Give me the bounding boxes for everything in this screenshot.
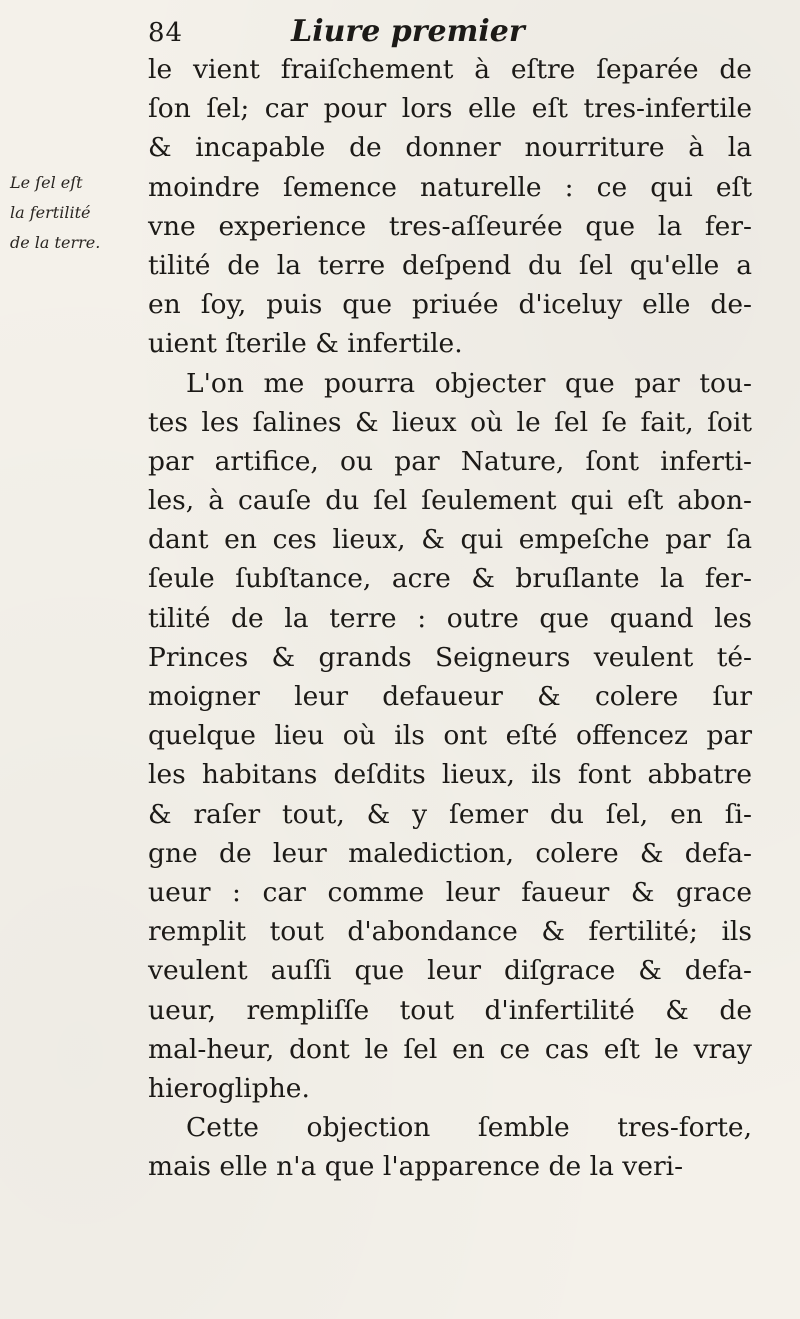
text-line: ſon ſel; car pour lors elle eſt tres-infertile bbox=[148, 93, 752, 125]
text-line: ſeule ſubſtance, acre & bruſlante la fer- bbox=[148, 563, 752, 595]
text-line: mal-heur, dont le ſel en ce cas eſt le vray bbox=[148, 1033, 752, 1065]
body-text bbox=[148, 50, 752, 1186]
marginal-note-line: de la terre. bbox=[10, 233, 101, 252]
text-line: vne experience tres-aſſeurée que la fer- bbox=[148, 210, 752, 242]
text-line: gne de leur malediction, colere & defa- bbox=[148, 837, 752, 869]
text-line: hierogliphe. bbox=[148, 1072, 310, 1104]
page-number: 84 bbox=[148, 18, 184, 48]
text-line: tes les ſalines & lieux où le ſel ſe fait, ſoit bbox=[148, 406, 752, 438]
text-line: ueur, rempliſſe tout d'infertilité & de bbox=[148, 994, 752, 1026]
text-line: & raſer tout, & y ſemer du ſel, en ſi- bbox=[148, 798, 752, 830]
text-line: tilité de la terre : outre que quand les bbox=[148, 602, 752, 634]
text-line: moindre ſemence naturelle : ce qui eſt bbox=[148, 171, 752, 203]
marginal-note bbox=[10, 168, 140, 258]
text-line: dant en ces lieux, & qui empeſche par ſa bbox=[148, 524, 752, 556]
text-line: les habitans deſdits lieux, ils font abbatre bbox=[148, 759, 752, 791]
text-line: tilité de la terre deſpend du ſel qu'elle a bbox=[148, 249, 752, 281]
text-line: les, à cauſe du ſel ſeulement qui eſt abon- bbox=[148, 485, 752, 517]
text-line: veulent auſſi que leur diſgrace & defa- bbox=[148, 955, 752, 987]
text-line: ueur : car comme leur faueur & grace bbox=[148, 876, 752, 908]
text-line: uient ſterile & infertile. bbox=[148, 328, 463, 360]
text-line: remplit tout d'abondance & fertilité; ils bbox=[148, 916, 752, 948]
text-line: Princes & grands Seigneurs veulent té- bbox=[148, 641, 752, 673]
text-line: & incapable de donner nourriture à la bbox=[148, 132, 752, 164]
text-line: L'on me pourra objecter que par tou- bbox=[186, 367, 752, 399]
marginal-note-line: la fertilité bbox=[10, 203, 91, 222]
text-line: quelque lieu où ils ont eſté offencez par bbox=[148, 720, 752, 752]
text-line: Cette objection ſemble tres-forte, bbox=[186, 1112, 752, 1144]
text-line: mais elle n'a que l'apparence de la veri- bbox=[148, 1151, 684, 1183]
text-line: par artifice, ou par Nature, ſont inferti- bbox=[148, 445, 752, 477]
running-head-title: Liure premier bbox=[291, 14, 525, 49]
text-line: en ſoy, puis que priuée d'iceluy elle de- bbox=[148, 289, 752, 321]
text-line: moigner leur defaueur & colere ſur bbox=[148, 681, 752, 712]
text-line: le vient fraiſchement à eſtre ſeparée de bbox=[148, 54, 752, 85]
marginal-note-line: Le ſel eſt bbox=[10, 173, 83, 192]
